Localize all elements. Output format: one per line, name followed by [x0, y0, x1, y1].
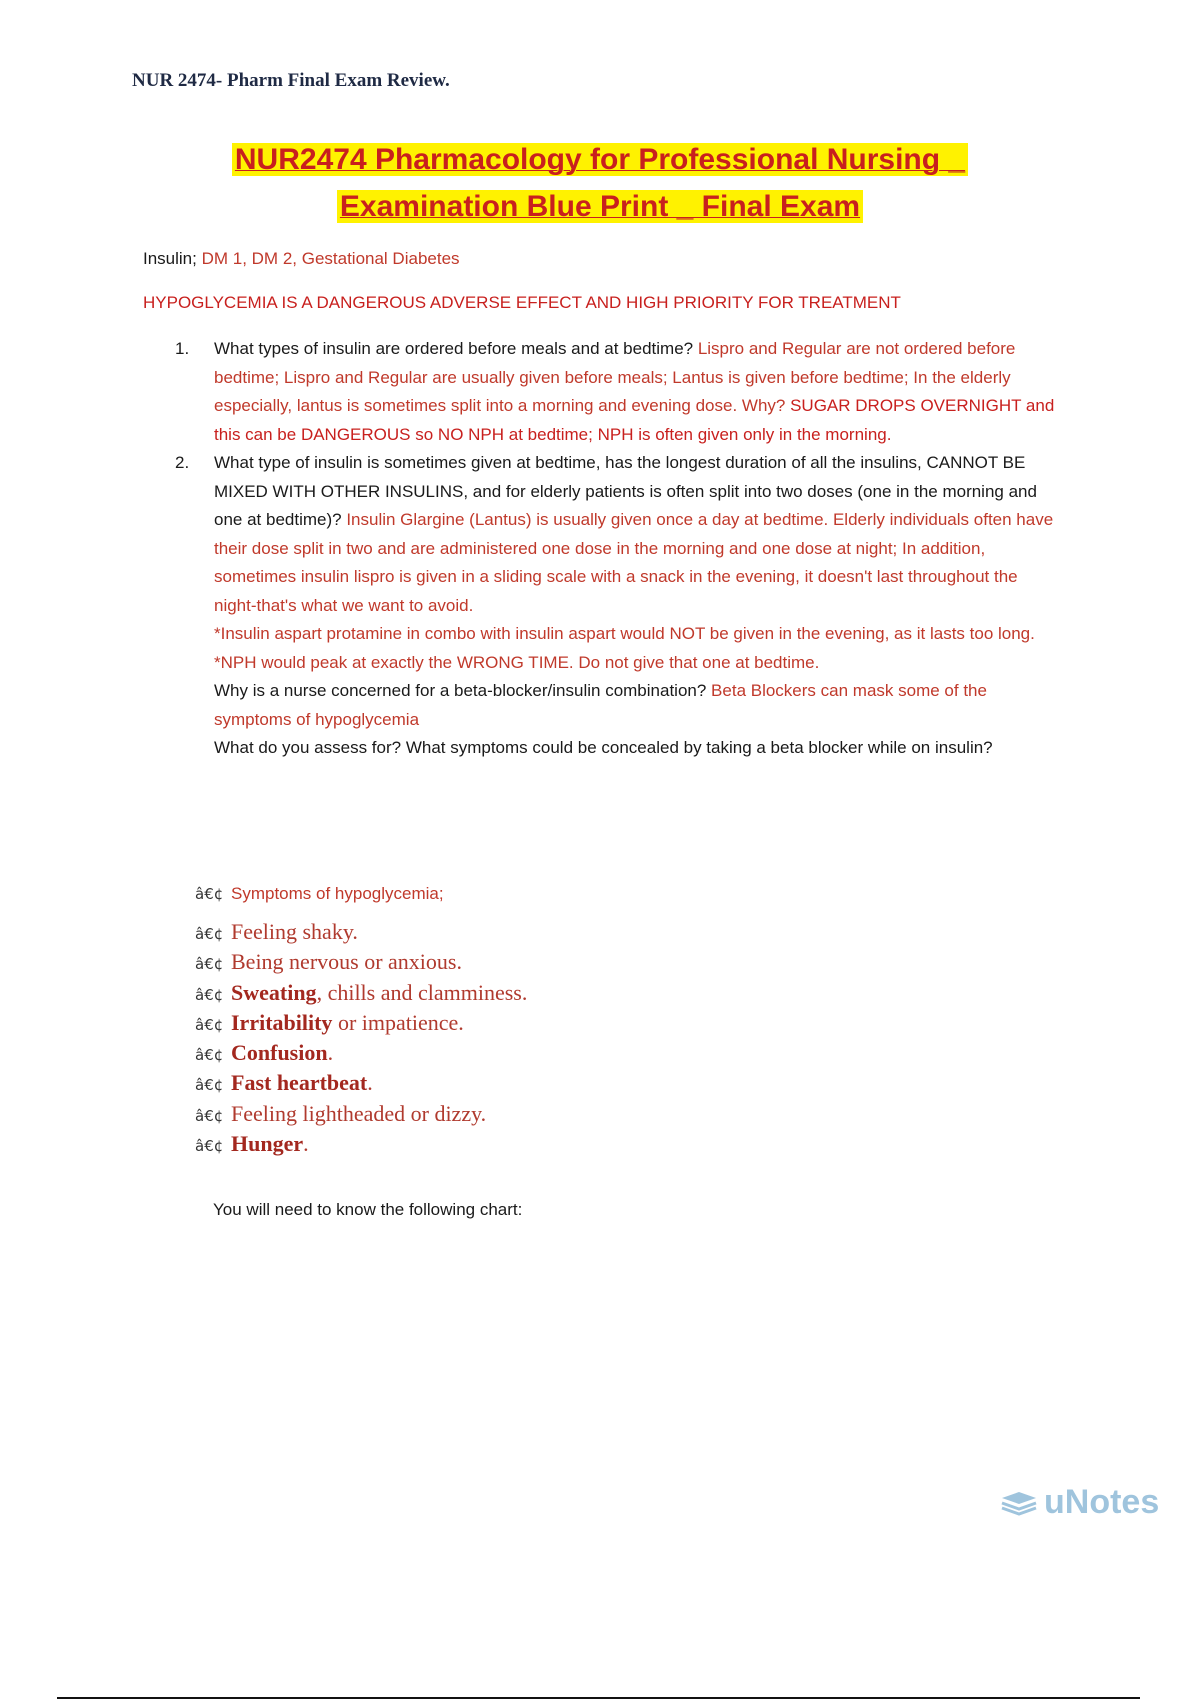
book-stack-icon	[1000, 1488, 1038, 1518]
bottom-divider	[57, 1697, 1140, 1699]
list-item: â€¢ Feeling shaky.	[195, 918, 527, 948]
answer-emphasis: SUGAR DROPS OVERNIGHT and this can be DANGEROUS so NO NPH at bedtime; NPH is often given only in the morning.	[214, 396, 1055, 444]
question-2	[175, 449, 1055, 763]
list-item	[195, 880, 527, 908]
logo-text: uNotes	[1044, 1483, 1160, 1521]
symptoms-heading: Symptoms of hypoglycemia;	[231, 884, 444, 903]
list-item: â€¢ Confusion.	[195, 1039, 527, 1069]
question-list	[175, 335, 1055, 763]
bullet-glyph: â€¢	[195, 985, 224, 1004]
title-line-1: NUR2474 Pharmacology for Professional Nursing _	[232, 143, 968, 176]
insulin-indications	[143, 249, 460, 269]
bullet-glyph: â€¢	[195, 955, 224, 974]
insulin-label: Insulin;	[143, 249, 202, 268]
question-number: 2.	[175, 453, 190, 472]
list-item: â€¢ Hunger.	[195, 1130, 527, 1160]
bullet-glyph: â€¢	[195, 1046, 224, 1065]
list-item: â€¢ Being nervous or anxious.	[195, 948, 527, 978]
document-title	[150, 136, 1050, 230]
bullet-glyph: â€¢	[195, 1015, 224, 1034]
symptoms-list	[195, 880, 527, 1160]
note-nph: *NPH would peak at exactly the WRONG TIME. Do not give that one at bedtime.	[214, 652, 820, 672]
list-item: â€¢ Sweating, chills and clamminess.	[195, 979, 527, 1009]
bullet-glyph: â€¢	[195, 1137, 224, 1156]
beta-blocker-answer: Beta Blockers can mask some of the symptoms of hypoglycemia	[214, 681, 987, 729]
question-number: 1.	[175, 339, 190, 358]
question-text: What types of insulin are ordered before meals and at bedtime?	[214, 339, 698, 358]
question-1	[175, 335, 1055, 449]
chart-note: You will need to know the following chart:	[213, 1200, 523, 1219]
insulin-types: DM 1, DM 2, Gestational Diabetes	[201, 249, 460, 268]
hypoglycemia-warning: HYPOGLYCEMIA IS A DANGEROUS ADVERSE EFFECT AND HIGH PRIORITY FOR TREATMENT	[143, 293, 901, 312]
beta-blocker-question: Why is a nurse concerned for a beta-blocker/insulin combination? Beta Blockers can mask some of the symptoms of hypoglycemia	[214, 681, 987, 729]
page-header: NUR 2474- Pharm Final Exam Review.	[132, 70, 450, 91]
list-item: â€¢ Fast heartbeat.	[195, 1069, 527, 1099]
bullet-glyph: â€¢	[195, 1076, 224, 1095]
list-item: â€¢ Feeling lightheaded or dizzy.	[195, 1100, 527, 1130]
list-item: â€¢ Irritability or impatience.	[195, 1009, 527, 1039]
bullet-glyph: â€¢	[195, 925, 224, 943]
note-aspart: *Insulin aspart protamine in combo with insulin aspart would NOT be given in the evening, as it lasts too long.	[214, 624, 1035, 643]
bullet-glyph: â€¢	[195, 885, 224, 903]
question-text: What type of insulin is sometimes given at bedtime, has the longest duration of all the insulins, CANNOT BE MIXED WITH OTHER INSULINS, and for elderly patients is often split into two doses (one in the morning and one at bedtime)?	[214, 453, 1037, 529]
bullet-glyph: â€¢	[195, 1106, 224, 1125]
answer-text: Insulin Glargine (Lantus) is usually given once a day at bedtime. Elderly individuals often have their dose split in two and are administered one dose in the morning and one dose at night; In addition, sometimes insulin lispro is given in a sliding scale with a snack in the evening, it doesn't last throughout the night-that's what we want to avoid.	[214, 510, 1054, 615]
title-line-2: Examination Blue Print _ Final Exam	[337, 190, 863, 223]
unotes-logo	[1000, 1483, 1159, 1522]
assess-question: What do you assess for? What symptoms could be concealed by taking a beta blocker while on insulin?	[214, 738, 993, 757]
answer-text: Lispro and Regular are not ordered before bedtime; Lispro and Regular are usually given before meals; Lantus is given before bedtime; In the elderly especially, lantus is sometimes split into a morning and evening dose. Why?	[214, 339, 1016, 415]
